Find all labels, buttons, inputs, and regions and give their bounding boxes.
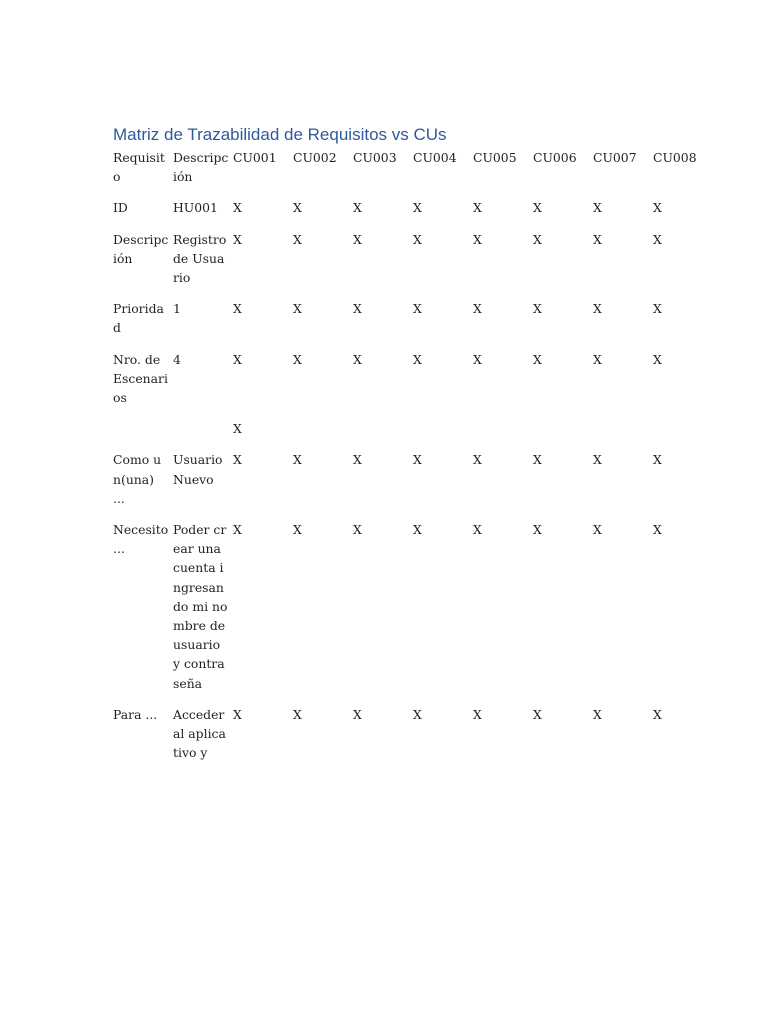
trace-mark: X <box>293 231 302 247</box>
header-use-case: CU003 <box>353 150 397 165</box>
trace-mark: X <box>293 522 302 538</box>
trace-mark: X <box>593 351 602 367</box>
row-label: Para ... <box>113 706 158 722</box>
trace-mark: X <box>353 522 362 538</box>
trace-mark: X <box>233 522 242 538</box>
trace-mark: X <box>293 706 302 722</box>
trace-mark: X <box>233 351 242 367</box>
matrix-body <box>113 148 713 774</box>
row-value: HU001 <box>173 200 218 216</box>
trace-mark: X <box>413 522 422 538</box>
header-use-case: CU001 <box>233 150 277 165</box>
row-label: ID <box>113 200 128 216</box>
header-requisito: Requisito <box>113 150 165 185</box>
trace-mark: X <box>593 706 602 722</box>
trace-mark: X <box>533 351 542 367</box>
trace-mark: X <box>413 351 422 367</box>
trace-mark: X <box>473 301 482 317</box>
trace-mark: X <box>593 522 602 538</box>
trace-mark: X <box>233 301 242 317</box>
table-row <box>113 705 713 775</box>
trace-mark: X <box>413 706 422 722</box>
trace-mark: X <box>533 522 542 538</box>
table-row <box>113 230 713 300</box>
trace-mark: X <box>533 200 542 216</box>
trace-mark: X <box>473 200 482 216</box>
trace-mark: X <box>293 351 302 367</box>
trace-mark: X <box>473 231 482 247</box>
table-row <box>113 419 713 450</box>
table-row <box>113 520 713 705</box>
traceability-matrix <box>113 148 713 774</box>
trace-mark: X <box>413 452 422 468</box>
trace-mark <box>293 419 353 450</box>
trace-mark: X <box>413 200 422 216</box>
trace-mark: X <box>353 200 362 216</box>
trace-mark: X <box>533 231 542 247</box>
trace-mark: X <box>593 452 602 468</box>
trace-mark: X <box>653 200 662 216</box>
row-label: Prioridad <box>113 301 164 336</box>
trace-mark: X <box>233 706 242 722</box>
row-label: Necesito ... <box>113 522 169 557</box>
trace-mark <box>593 419 653 450</box>
row-label: Descripción <box>113 231 169 266</box>
header-row <box>113 148 713 198</box>
trace-mark: X <box>353 351 362 367</box>
trace-mark: X <box>473 351 482 367</box>
trace-mark <box>413 419 473 450</box>
trace-mark: X <box>233 200 242 216</box>
row-value: Acceder al aplicativo y <box>173 706 226 761</box>
row-value: Registro de Usuario <box>173 231 227 286</box>
header-use-case: CU005 <box>473 150 517 165</box>
row-label: Como un(una) ... <box>113 452 162 506</box>
trace-mark: X <box>533 706 542 722</box>
document-title: Matriz de Trazabilidad de Requisitos vs CUs <box>113 125 447 144</box>
row-value: 4 <box>173 351 181 367</box>
trace-mark: X <box>653 301 662 317</box>
trace-mark: X <box>593 301 602 317</box>
table-row <box>113 198 713 229</box>
trace-mark: X <box>413 301 422 317</box>
trace-mark: X <box>593 231 602 247</box>
header-descripcion: Descripción <box>173 150 229 185</box>
trace-mark: X <box>293 301 302 317</box>
table-row <box>113 299 713 349</box>
row-value: Usuario Nuevo <box>173 452 223 487</box>
trace-mark: X <box>353 706 362 722</box>
row-label <box>113 419 173 450</box>
trace-mark: X <box>653 706 662 722</box>
header-use-case: CU004 <box>413 150 457 165</box>
trace-mark: X <box>653 231 662 247</box>
trace-mark: X <box>233 421 242 437</box>
header-use-case: CU002 <box>293 150 337 165</box>
trace-mark: X <box>353 452 362 468</box>
trace-mark: X <box>353 231 362 247</box>
trace-mark: X <box>533 452 542 468</box>
trace-mark: X <box>533 301 542 317</box>
trace-mark: X <box>473 522 482 538</box>
row-value: 1 <box>173 301 181 317</box>
row-label: Nro. de Escenarios <box>113 351 168 406</box>
table-row <box>113 350 713 420</box>
trace-mark <box>653 419 713 450</box>
table-row <box>113 450 713 520</box>
trace-mark: X <box>293 200 302 216</box>
header-use-case: CU006 <box>533 150 577 165</box>
trace-mark: X <box>653 351 662 367</box>
trace-mark: X <box>353 301 362 317</box>
row-value <box>173 419 233 450</box>
trace-mark: X <box>473 706 482 722</box>
trace-mark: X <box>233 231 242 247</box>
header-use-case: CU008 <box>653 150 697 165</box>
row-value: Poder crear una cuenta ingresando mi nombre de usuario y contraseña <box>173 522 228 691</box>
trace-mark <box>473 419 533 450</box>
trace-mark: X <box>653 452 662 468</box>
trace-mark: X <box>653 522 662 538</box>
trace-mark: X <box>293 452 302 468</box>
trace-mark <box>353 419 413 450</box>
trace-mark: X <box>593 200 602 216</box>
trace-mark: X <box>413 231 422 247</box>
trace-mark: X <box>473 452 482 468</box>
trace-mark <box>533 419 593 450</box>
header-use-case: CU007 <box>593 150 637 165</box>
trace-mark: X <box>233 452 242 468</box>
